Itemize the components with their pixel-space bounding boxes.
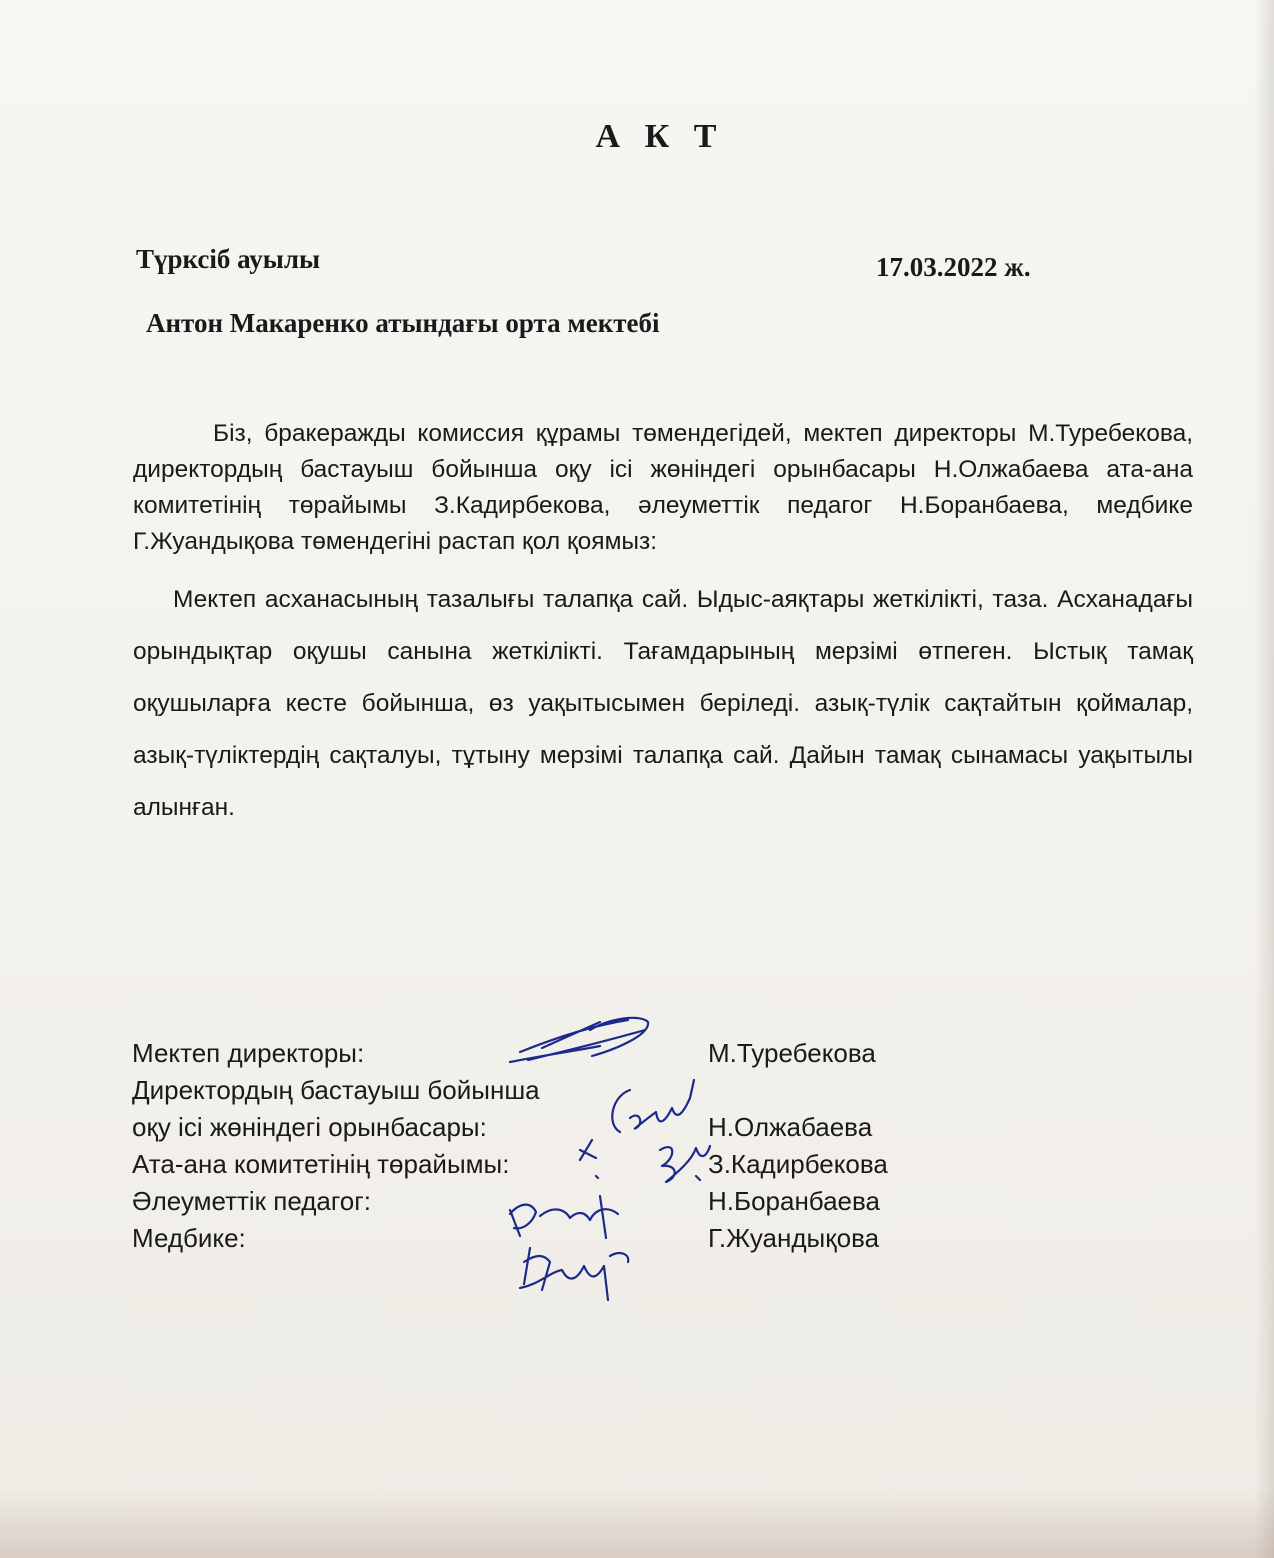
- findings-paragraph: Мектеп асханасының тазалығы талапқа сай. Ыдыс-аяқтары жеткілікті, таза. Асханадағы орындықтар оқушы санына жеткілікті. Тағамдарының мерзімі өтпеген. Ыстық тамақ оқушыларға кесте бойынша, өз уақытысымен беріледі. азық-түлік сақтайтын қоймалар, азық-түліктердің сақталуы, тұтыну мерзімі талапқа сай. Дайын тамақ сынамасы уақытылы алынған.: [133, 586, 1193, 821]
- signatories-block: [132, 1038, 932, 1260]
- signatory-row: [132, 1038, 932, 1075]
- signatory-row: [132, 1223, 932, 1260]
- commission-paragraph: Біз, бракеражды комиссия құрамы төмендегідей, мектеп директоры М.Туребекова, директордың бастауыш бойынша оқу ісі жөніндегі орынбасары Н.Олжабаева ата-ана комитетінің төрайымы З.Кадирбекова, әлеуметтік педагог Н.Боранбаева, медбике Г.Жуандықова төмендегіні растап қол қоямыз:: [133, 420, 1193, 555]
- signatory-row: [132, 1075, 932, 1112]
- place-name: Түрксіб ауылы: [136, 244, 321, 274]
- signatory-role: Әлеуметтік педагог:: [132, 1186, 371, 1216]
- signatory-name: Н.Боранбаева: [708, 1186, 880, 1216]
- signatory-role: Мектеп директоры:: [132, 1038, 365, 1068]
- school-name: Антон Макаренко атындағы орта мектебі: [146, 308, 660, 338]
- signatory-role: Директордың бастауыш бойынша: [132, 1075, 540, 1105]
- signatory-name: Г.Жуандықова: [708, 1223, 880, 1253]
- page-bottom-shadow: [0, 1488, 1274, 1558]
- signatory-role: Медбике:: [132, 1223, 246, 1253]
- signatory-row: [132, 1112, 932, 1149]
- signatory-name: Н.Олжабаева: [708, 1112, 873, 1142]
- signatory-name: М.Туребекова: [708, 1038, 876, 1068]
- page-edge-shadow: [1254, 0, 1274, 1558]
- document-date: 17.03.2022 ж.: [876, 252, 1031, 282]
- signatory-role: Ата-ана комитетінің төрайымы:: [132, 1149, 510, 1179]
- signatory-role: оқу ісі жөніндегі орынбасары:: [132, 1112, 487, 1142]
- signatory-row: [132, 1149, 932, 1186]
- signatory-row: [132, 1186, 932, 1223]
- document-title: А К Т: [595, 118, 725, 155]
- signatory-name: З.Кадирбекова: [708, 1149, 888, 1179]
